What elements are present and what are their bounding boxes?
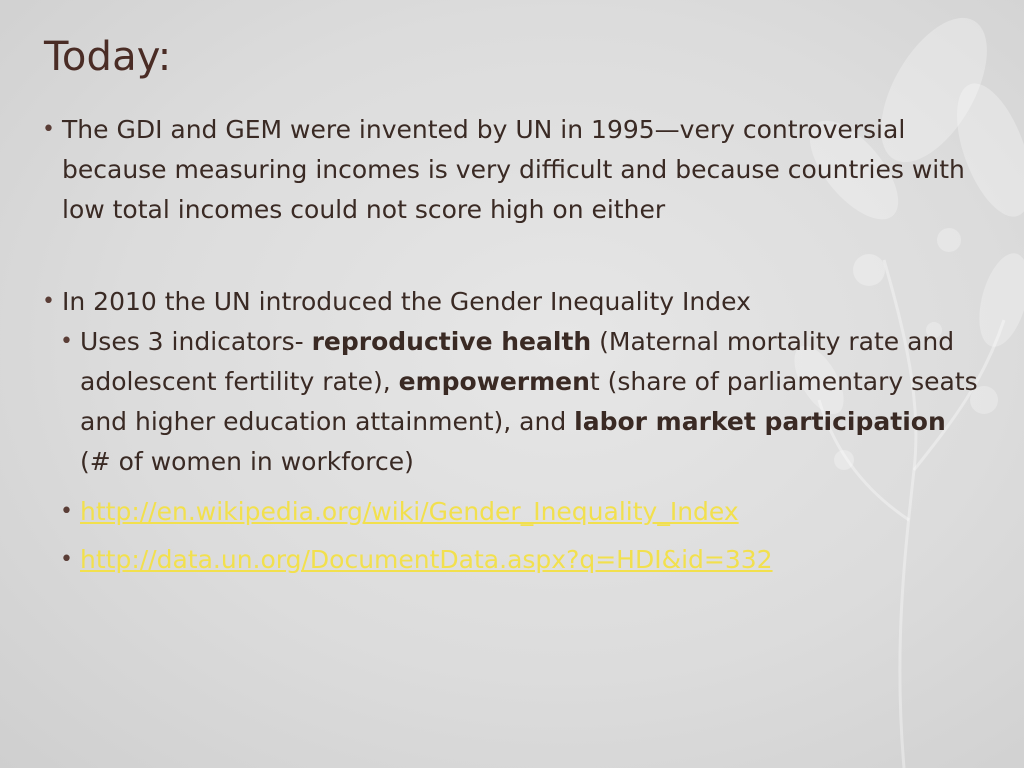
wikipedia-link[interactable]: http://en.wikipedia.org/wiki/Gender_Inequality_Index [80,497,739,526]
bullet-gender-inequality-index: • In 2010 the UN introduced the Gender Inequality Index [40,282,980,322]
undata-link[interactable]: http://data.un.org/DocumentData.aspx?q=HDI&id=332 [80,545,773,574]
sub-bullet-link-wikipedia [58,492,980,532]
indicator-empowerment: empowermen [398,367,590,396]
indicator-labor-market: labor market participation [574,407,946,436]
spacer [40,230,980,282]
sub-bullet-link-undata [58,540,980,580]
slide-body [40,110,980,580]
indicators-intro: Uses 3 indicators- [80,327,312,356]
labor-market-detail: (# of women in workforce) [80,447,414,476]
sub-bullet-indicators [58,322,980,482]
slide-title: Today: [44,34,172,80]
reproductive-health-detail: (Maternal mortality rate and adolescent fertility rate), [80,327,955,396]
indicator-reproductive-health: reproductive health [311,327,592,356]
empowerment-detail: t (share of parliamentary seats and higher education attainment), and [80,367,978,436]
bullet-gdi-gem: • The GDI and GEM were invented by UN in 1995—very controversial because measuring incomes is very difficult and because countries with low total incomes could not score high on either [40,110,980,230]
